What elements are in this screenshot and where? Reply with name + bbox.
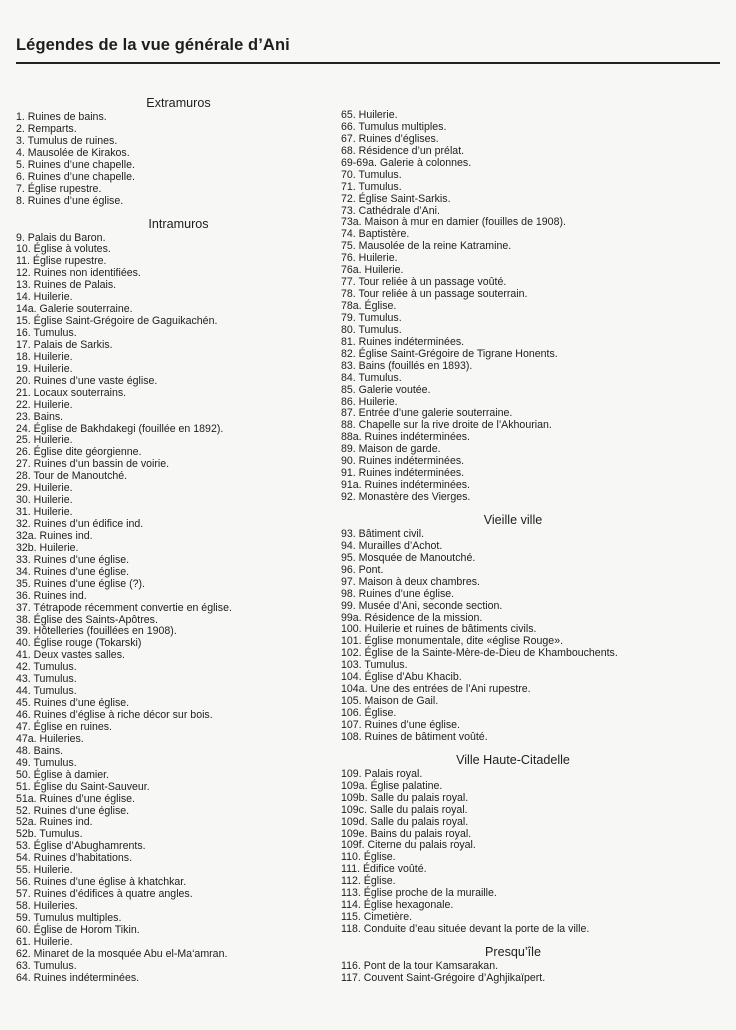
legend-entry: 101. Église monumentale, dite «église Rouge». (341, 635, 564, 648)
legend-entry: 103. Tumulus. (341, 659, 408, 672)
legend-entry: 50. Église à damier. (16, 768, 110, 781)
legend-entry: 107. Ruines d’une église. (341, 718, 460, 731)
legend-entry: 14a. Galerie souterraine. (16, 303, 133, 316)
legend-entry: 108. Ruines de bâtiment voûté. (341, 730, 488, 743)
legend-entry: 57. Ruines d’édifices à quatre angles. (16, 888, 193, 901)
section-heading: Ville Haute-Citadelle (456, 752, 570, 767)
legend-entry: 109d. Salle du palais royal. (341, 815, 469, 828)
legend-entry: 83. Bains (fouillés en 1893). (341, 359, 473, 372)
legend-entry: 92. Monastère des Vierges. (341, 491, 471, 503)
legend-entry: 9. Palais du Baron. (16, 231, 106, 244)
legend-entry: 72. Église Saint-Sarkis. (341, 192, 451, 205)
legend-entry: 37. Tétrapode récemment convertie en église. (16, 601, 232, 614)
legend-entry: 14. Huilerie. (16, 291, 73, 304)
legend-entry: 30. Huilerie. (16, 494, 73, 507)
legend-entry: 60. Église de Horom Tikin. (16, 923, 140, 936)
legend-entry: 22. Huilerie. (16, 398, 73, 411)
legend-entry: 114. Église hexagonale. (341, 899, 454, 912)
legend-entry: 66. Tumulus multiples. (341, 120, 447, 133)
legend-entry: 115. Cimetière. (341, 911, 413, 924)
legend-entry: 20. Ruines d’une vaste église. (16, 374, 158, 387)
section-heading: Intramuros (148, 216, 209, 231)
legend-entry: 47. Église en ruines. (16, 720, 112, 733)
legend-entry: 118. Conduite d’eau située devant la porte de la ville. (341, 923, 590, 935)
legend-entry: 84. Tumulus. (341, 371, 402, 384)
legend-entry: 104. Église d’Abu Khacib. (341, 671, 462, 684)
legend-entry: 100. Huilerie et ruines de bâtiments civils. (341, 623, 537, 636)
legend-entry: 105. Maison de Gail. (341, 695, 439, 708)
legend-entry: 49. Tumulus. (16, 756, 77, 769)
legend-entry: 44. Tumulus. (16, 685, 77, 698)
legend-entry: 56. Ruines d’une église à khatchkar. (16, 876, 187, 889)
legend-entry: 32b. Huilerie. (16, 541, 79, 554)
legend-entry: 78. Tour reliée à un passage souterrain. (341, 288, 528, 301)
legend-entry: 11. Église rupestre. (16, 255, 107, 268)
legend-entry: 99a. Résidence de la mission. (341, 611, 483, 624)
legend-entry: 2. Remparts. (16, 122, 77, 135)
legend-list (341, 769, 721, 936)
title-underline (16, 62, 720, 64)
legend-entry: 88a. Ruines indéterminées. (341, 431, 470, 444)
legend-entry: 31. Huilerie. (16, 506, 73, 519)
section-heading: Vieille ville (483, 512, 543, 527)
legend-entry: 40. Église rouge (Tokarski) (16, 637, 142, 650)
legend-entry: 68. Résidence d’un prélat. (341, 144, 465, 157)
legend-entry: 109c. Salle du palais royal. (341, 803, 468, 816)
legend-entry: 13. Ruines de Palais. (16, 279, 117, 292)
section-heading: Presqu’île (484, 944, 541, 959)
legend-entry: 52. Ruines d’une église. (16, 804, 130, 817)
legend-entry: 102. Église de la Sainte-Mère-de-Dieu de Khambouchents. (341, 647, 618, 660)
legend-entry: 80. Tumulus. (341, 323, 402, 336)
legend-entry: 5. Ruines d’une chapelle. (16, 158, 135, 171)
legend-entry: 16. Tumulus. (16, 327, 77, 339)
legend-entry: 6. Ruines d’une chapelle. (16, 170, 135, 183)
legend-entry: 21. Locaux souterrains. (16, 386, 127, 399)
legend-entry: 59. Tumulus multiples. (16, 911, 122, 924)
legend-entry: 1. Ruines de bains. (16, 111, 107, 123)
legend-entry: 45. Ruines d’une église. (16, 697, 130, 710)
legend-entry: 74. Baptistère. (341, 228, 410, 241)
legend-entry: 109e. Bains du palais royal. (341, 827, 472, 840)
legend-entry: 4. Mausolée de Kirakos. (16, 146, 130, 159)
legend-entry: 52a. Ruines ind. (16, 816, 93, 829)
legend-entry: 99. Musée d’Ani, seconde section. (341, 599, 503, 612)
legend-entry: 32a. Ruines ind. (16, 529, 93, 542)
legend-entry: 32. Ruines d’un édifice ind. (16, 518, 144, 530)
legend-entry: 24. Église de Bakhdakegi (fouillée en 1892). (16, 422, 224, 435)
legend-entry: 10. Église à volutes. (16, 243, 111, 256)
legend-entry: 109a. Église palatine. (341, 779, 443, 792)
legend-entry: 38. Église des Saints-Apôtres. (16, 613, 158, 626)
legend-entry: 7. Église rupestre. (16, 182, 102, 195)
legend-entry: 58. Huileries. (16, 900, 78, 912)
legend-entry: 62. Minaret de la mosquée Abu el-Ma‘amran. (16, 947, 228, 960)
legend-entry: 109f. Citerne du palais royal. (341, 839, 476, 852)
legend-entry: 104a. Une des entrées de l’Ani rupestre. (341, 683, 531, 696)
legend-entry: 42. Tumulus. (16, 661, 77, 674)
legend-entry: 109b. Salle du palais royal. (341, 791, 469, 804)
legend-entry: 27. Ruines d’un bassin de voirie. (16, 458, 170, 471)
legend-entry: 97. Maison à deux chambres. (341, 575, 480, 588)
legend-entry: 8. Ruines d’une église. (16, 194, 124, 207)
legend-entry: 93. Bâtiment civil. (341, 527, 425, 540)
legend-entry: 29. Huilerie. (16, 482, 73, 495)
legend-entry: 95. Mosquée de Manoutché. (341, 551, 476, 564)
legend-entry: 18. Huilerie. (16, 350, 73, 363)
legend-entry: 73. Cathédrale d’Ani. (341, 204, 440, 217)
legend-list (341, 110, 721, 504)
legend-entry: 117. Couvent Saint-Grégoire d’Aghjikaïpert. (341, 971, 546, 984)
legend-entry: 43. Tumulus. (16, 673, 77, 686)
legend-list (16, 233, 321, 985)
legend-entry: 113. Église proche de la muraille. (341, 887, 497, 900)
legend-entry: 89. Maison de garde. (341, 443, 441, 456)
legend-entry: 82. Église Saint-Grégoire de Tigrane Honents. (341, 347, 558, 360)
legend-entry: 94. Murailles d’Achot. (341, 539, 443, 552)
legend-list (16, 112, 321, 208)
legend-entry: 55. Huilerie. (16, 864, 73, 877)
legend-entry: 78a. Église. (341, 300, 397, 312)
legend-entry: 77. Tour reliée à un passage voûté. (341, 276, 507, 289)
legend-entry: 63. Tumulus. (16, 959, 77, 972)
legend-list (341, 529, 721, 744)
legend-entry: 86. Huilerie. (341, 395, 398, 408)
legend-entry: 70. Tumulus. (341, 168, 402, 181)
legend-entry: 116. Pont de la tour Kamsarakan. (341, 959, 499, 972)
legend-entry: 69-69a. Galerie à colonnes. (341, 156, 472, 169)
legend-entry: 64. Ruines indéterminées. (16, 971, 140, 984)
legend-entry: 110. Église. (341, 851, 396, 864)
legend-entry: 91a. Ruines indéterminées. (341, 479, 470, 492)
legend-entry: 26. Église dite géorgienne. (16, 446, 142, 459)
legend-entry: 17. Palais de Sarkis. (16, 338, 113, 351)
legend-entry: 23. Bains. (16, 410, 64, 423)
legend-entry: 33. Ruines d’une église. (16, 553, 130, 566)
legend-entry: 111. Édifice voûté. (341, 863, 427, 876)
legend-entry: 48. Bains. (16, 744, 64, 757)
legend-entry: 73a. Maison à mur en damier (fouilles de 1908). (341, 216, 566, 229)
left-column (16, 97, 321, 985)
legend-entry: 47a. Huileries. (16, 732, 84, 745)
legend-entry: 112. Église. (341, 875, 396, 888)
legend-entry: 53. Église d’Abughamrents. (16, 840, 146, 853)
legend-entry: 3. Tumulus de ruines. (16, 134, 118, 147)
legend-entry: 88. Chapelle sur la rive droite de l’Akhourian. (341, 419, 552, 432)
legend-entry: 98. Ruines d’une église. (341, 587, 455, 600)
legend-entry: 36. Ruines ind. (16, 589, 87, 602)
legend-entry: 76. Huilerie. (341, 252, 398, 265)
legend-entry: 35. Ruines d’une église (?). (16, 577, 145, 590)
legend-entry: 109. Palais royal. (341, 767, 423, 780)
legend-entry: 96. Pont. (341, 563, 384, 576)
legend-entry: 76a. Huilerie. (341, 264, 404, 277)
legend-entry: 12. Ruines non identifiées. (16, 267, 141, 280)
legend-entry: 46. Ruines d’église à riche décor sur bois. (16, 709, 213, 721)
legend-entry: 91. Ruines indéterminées. (341, 467, 465, 480)
legend-entry: 106. Église. (341, 707, 397, 719)
legend-entry: 52b. Tumulus. (16, 828, 83, 841)
legend-entry: 87. Entrée d’une galerie souterraine. (341, 407, 513, 420)
legend-entry: 54. Ruines d’habitations. (16, 852, 133, 865)
legend-entry: 51. Église du Saint-Sauveur. (16, 780, 150, 793)
legend-entry: 75. Mausolée de la reine Katramine. (341, 240, 512, 253)
legend-entry: 34. Ruines d’une église. (16, 565, 130, 578)
legend-entry: 71. Tumulus. (341, 180, 402, 193)
section-heading: Extramuros (146, 96, 211, 110)
legend-entry: 61. Huilerie. (16, 935, 73, 948)
legend-entry: 39. Hôtelleries (fouillées en 1908). (16, 625, 177, 638)
legend-entry: 51a. Ruines d’une église. (16, 792, 135, 805)
legend-entry: 90. Ruines indéterminées. (341, 455, 465, 468)
legend-entry: 19. Huilerie. (16, 362, 73, 375)
legend-entry: 79. Tumulus. (341, 311, 402, 324)
legend-list (341, 961, 721, 985)
legend-entry: 28. Tour de Manoutché. (16, 470, 128, 483)
right-column (341, 110, 721, 985)
section-gap (16, 208, 321, 218)
page-title: Légendes de la vue générale d’Ani (16, 36, 290, 54)
legend-entry: 41. Deux vastes salles. (16, 649, 125, 662)
legend-entry: 25. Huilerie. (16, 434, 73, 447)
legend-entry: 81. Ruines indéterminées. (341, 335, 465, 348)
legend-entry: 15. Église Saint-Grégoire de Gaguikachén. (16, 315, 218, 328)
legend-entry: 65. Huilerie. (341, 109, 398, 121)
legend-entry: 85. Galerie voutée. (341, 383, 431, 396)
legend-entry: 67. Ruines d’églises. (341, 132, 439, 145)
